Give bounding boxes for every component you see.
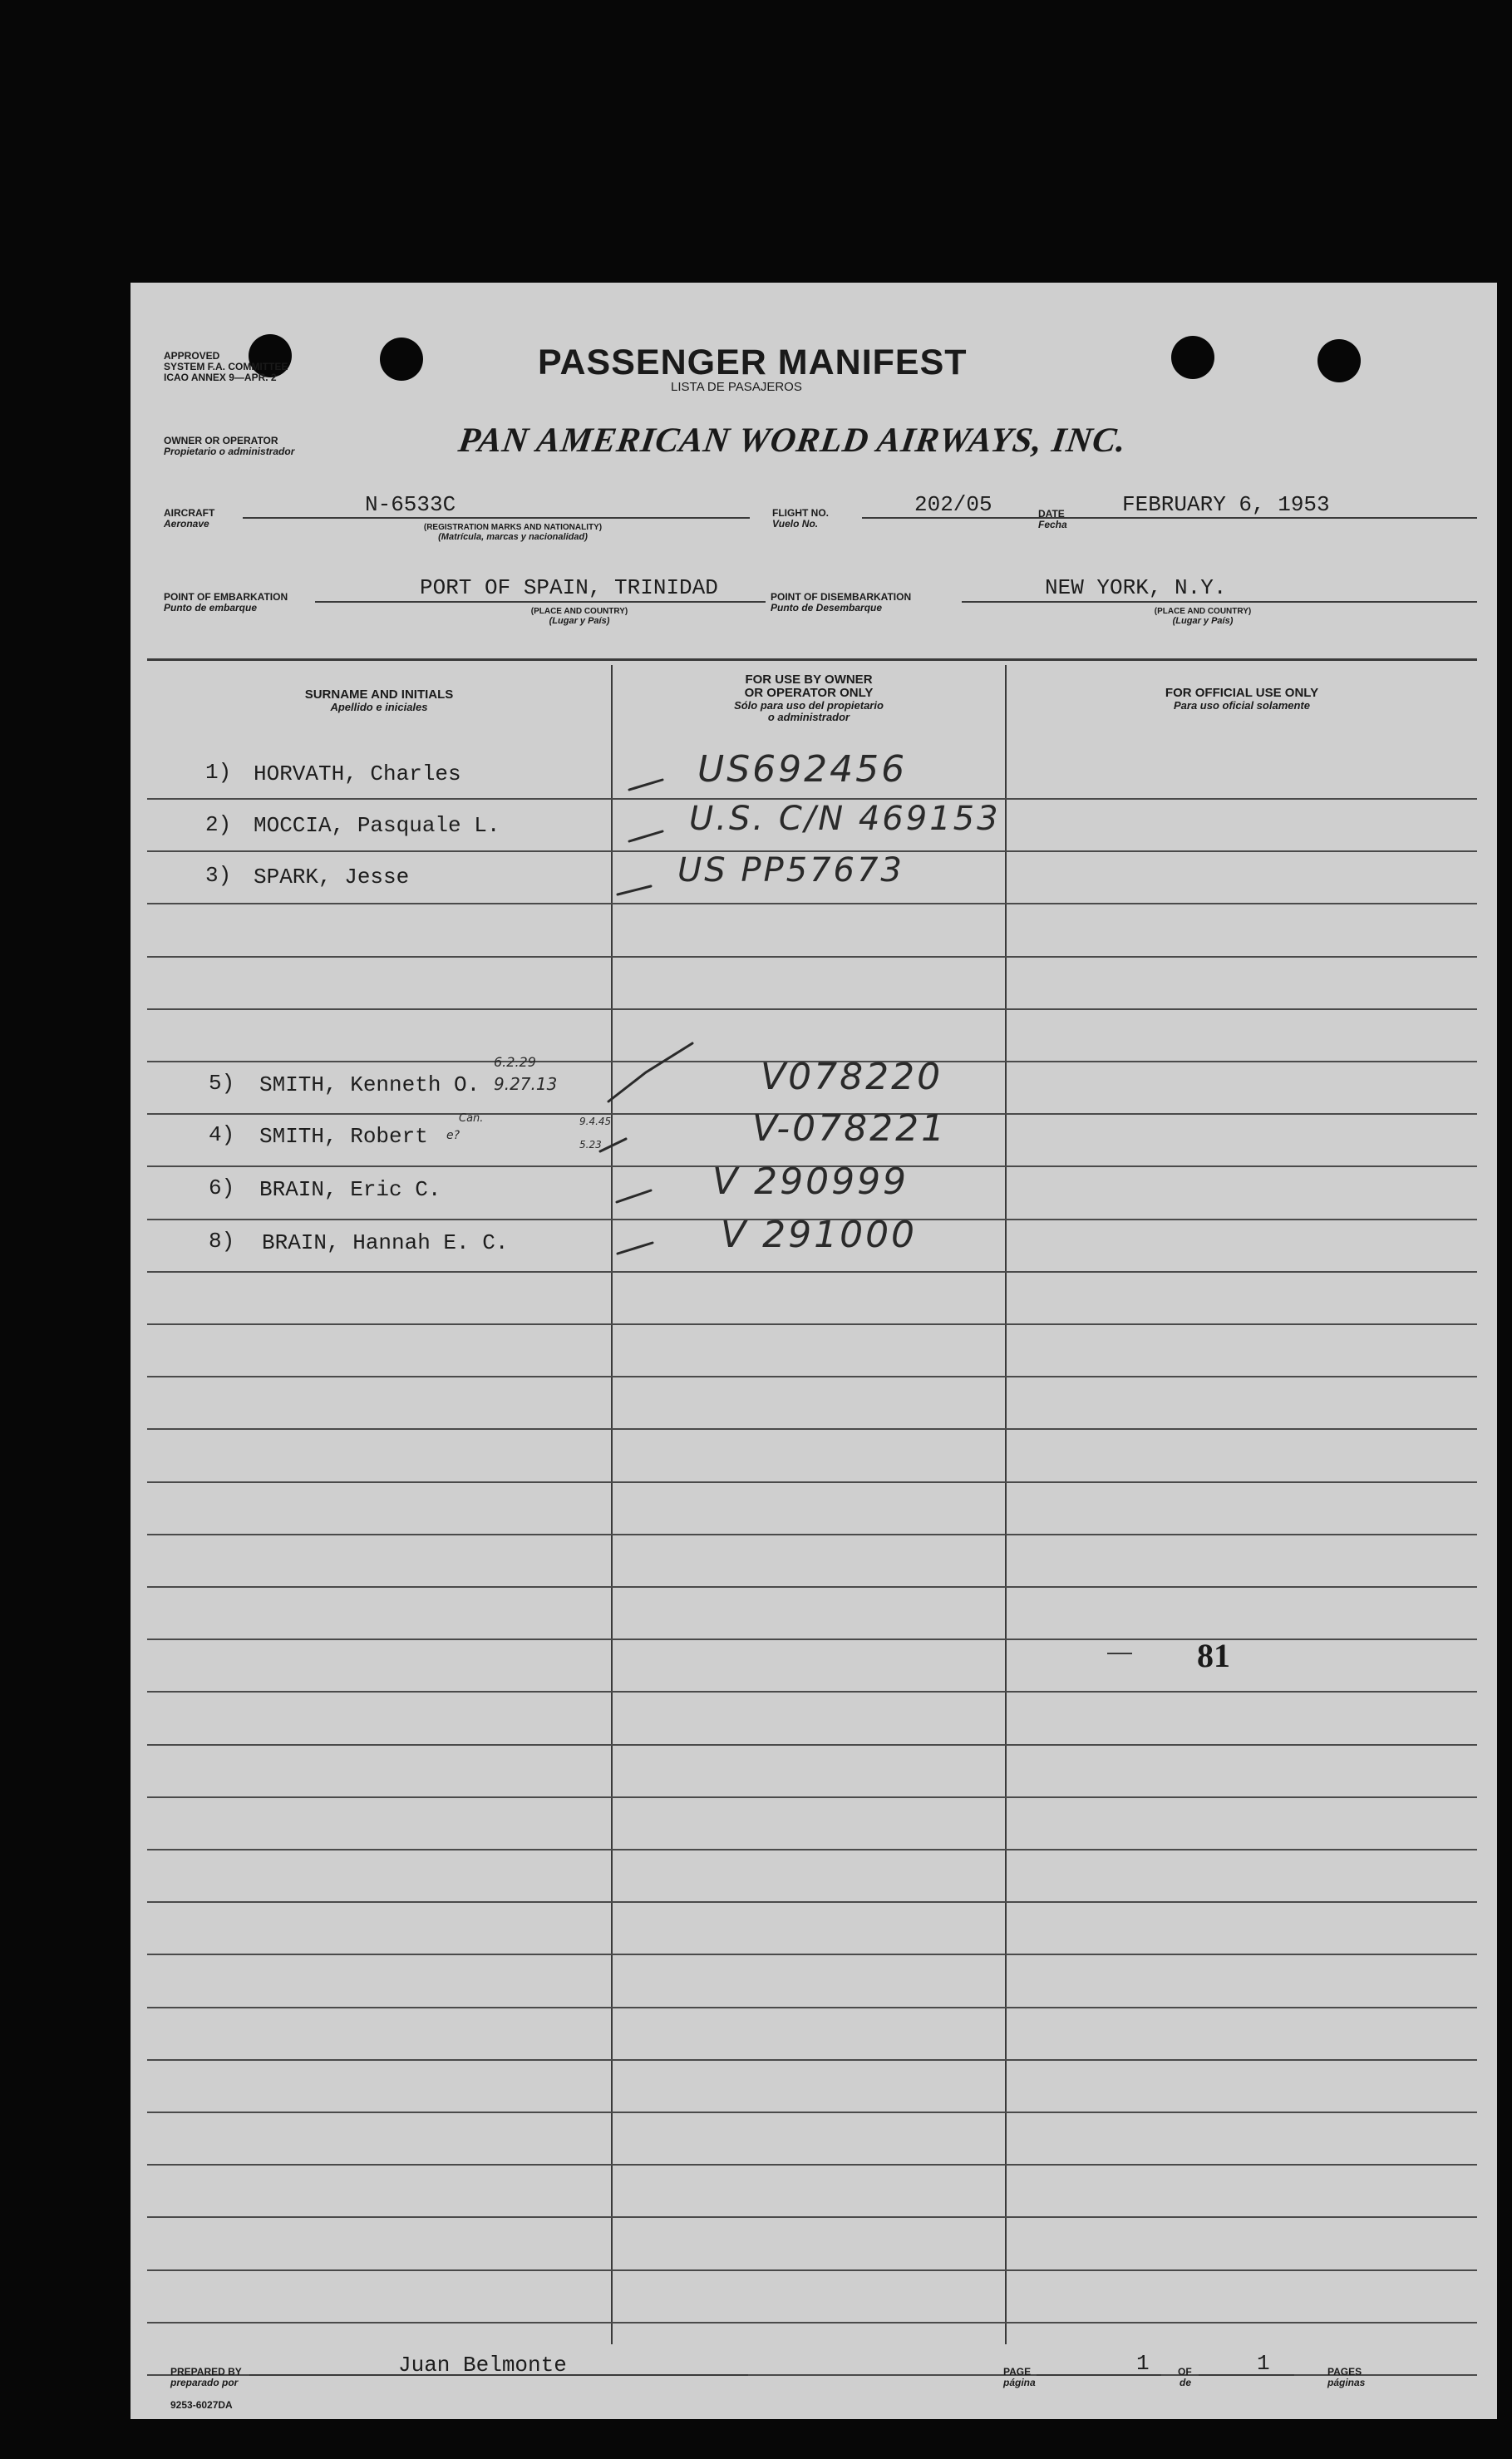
disembark-place: NEW YORK, N.Y.	[1045, 575, 1227, 600]
disembark-place-note: (PLACE AND COUNTRY)	[1154, 607, 1252, 616]
owner-label: OWNER OR OPERATOR	[164, 435, 278, 446]
flight-label-es: Vuelo No.	[772, 518, 819, 530]
date-label-es: Fecha	[1038, 519, 1067, 530]
disembark-label: POINT OF DISEMBARKATION	[771, 591, 912, 603]
form-title: PASSENGER MANIFEST	[538, 342, 968, 382]
passenger-number: 1)	[205, 760, 232, 785]
embark-label-es: Punto de embarque	[164, 602, 258, 614]
owner-label-es: Propietario o administrador	[164, 446, 295, 457]
of-label-es: de	[1180, 2377, 1192, 2388]
annotation-birthdate: 9.4.45	[579, 1116, 612, 1127]
flight-label: FLIGHT NO.	[772, 507, 829, 519]
aircraft-note-es: (Matrícula, marcas y nacionalidad)	[438, 532, 588, 542]
aircraft-note: (REGISTRATION MARKS AND NATIONALITY)	[423, 523, 603, 532]
embark-place: PORT OF SPAIN, TRINIDAD	[420, 575, 718, 600]
of-label: OF	[1178, 2366, 1192, 2378]
form-code: 9253-6027DA	[170, 2399, 233, 2411]
aircraft-label: AIRCRAFT	[164, 507, 215, 519]
passenger-number: 6)	[209, 1175, 235, 1200]
column-header-official-use: FOR OFFICIAL USE ONLY Para uso oficial solamente	[1165, 686, 1319, 712]
approved-label: APPROVED	[164, 350, 220, 362]
aircraft-label-es: Aeronave	[164, 518, 209, 530]
passenger-name: SMITH, Robert	[259, 1124, 428, 1149]
flight-number: 202/05	[914, 492, 992, 517]
system-committee-label: SYSTEM F.A. COMMITTEE	[164, 361, 288, 372]
page-label: PAGE	[1003, 2366, 1032, 2378]
manifest-paper	[131, 283, 1497, 2419]
icao-annex-label: ICAO ANNEX 9—APR. 2	[164, 372, 277, 383]
page-number: 1	[1136, 2351, 1150, 2376]
passenger-number: 4)	[209, 1122, 235, 1147]
passenger-number: 3)	[205, 863, 232, 888]
pages-label-es: páginas	[1327, 2377, 1366, 2388]
flight-date: FEBRUARY 6, 1953	[1122, 492, 1330, 517]
passenger-document: V-078221	[752, 1107, 948, 1150]
passenger-number: 2)	[205, 812, 232, 837]
prepared-by-label-es: preparado por	[170, 2377, 239, 2388]
embark-label: POINT OF EMBARKATION	[164, 591, 288, 603]
handwritten-marks	[131, 283, 1497, 2419]
passenger-name: SPARK, Jesse	[254, 865, 410, 889]
passenger-document: V 290999	[712, 1161, 909, 1203]
annotation-note: e?	[446, 1129, 460, 1142]
disembark-place-note-es: (Lugar y País)	[1172, 616, 1234, 626]
passenger-document: V078220	[761, 1056, 943, 1098]
passenger-name: BRAIN, Hannah E. C.	[262, 1230, 509, 1255]
passenger-name: SMITH, Kenneth O.	[259, 1072, 480, 1097]
prepared-by-name: Juan Belmonte	[398, 2353, 567, 2378]
date-label: DATE	[1038, 508, 1065, 520]
passenger-name: HORVATH, Charles	[254, 761, 461, 786]
passenger-name: BRAIN, Eric C.	[259, 1177, 441, 1202]
passenger-name: MOCCIA, Pasquale L.	[254, 813, 500, 838]
column-header-surname: SURNAME AND INITIALS Apellido e iniciales	[304, 687, 454, 713]
page-label-es: página	[1003, 2377, 1036, 2388]
official-number: 81	[1197, 1637, 1230, 1674]
annotation-note: Can.	[459, 1112, 484, 1125]
annotation-birthdate: 9.27.13	[494, 1074, 558, 1094]
passenger-document: US PP57673	[677, 851, 904, 889]
passenger-number: 8)	[209, 1229, 235, 1254]
page-total: 1	[1257, 2351, 1270, 2376]
embark-place-note-es: (Lugar y País)	[549, 616, 610, 626]
annotation-birthdate: 6.2.29	[494, 1054, 536, 1070]
aircraft-registration: N-6533C	[365, 492, 456, 517]
prepared-by-label: PREPARED BY	[170, 2366, 242, 2378]
passenger-document: U.S. C/N 469153	[689, 800, 1001, 838]
official-dash	[1107, 1653, 1132, 1654]
passenger-document: V 291000	[721, 1214, 918, 1256]
disembark-label-es: Punto de Desembarque	[771, 602, 883, 614]
passenger-document: US692456	[697, 748, 908, 791]
column-header-owner-use: FOR USE BY OWNER OR OPERATOR ONLY Sólo para uso del propietario o administrador	[734, 673, 884, 723]
passenger-number: 5)	[209, 1071, 235, 1096]
airline-name: PAN AMERICAN WORLD AIRWAYS, INC.	[456, 421, 1130, 460]
embark-place-note: (PLACE AND COUNTRY)	[530, 607, 628, 616]
annotation-birthdate: 5.23	[579, 1139, 602, 1151]
pages-label: PAGES	[1327, 2366, 1362, 2378]
form-title-es: LISTA DE PASAJEROS	[671, 380, 802, 394]
